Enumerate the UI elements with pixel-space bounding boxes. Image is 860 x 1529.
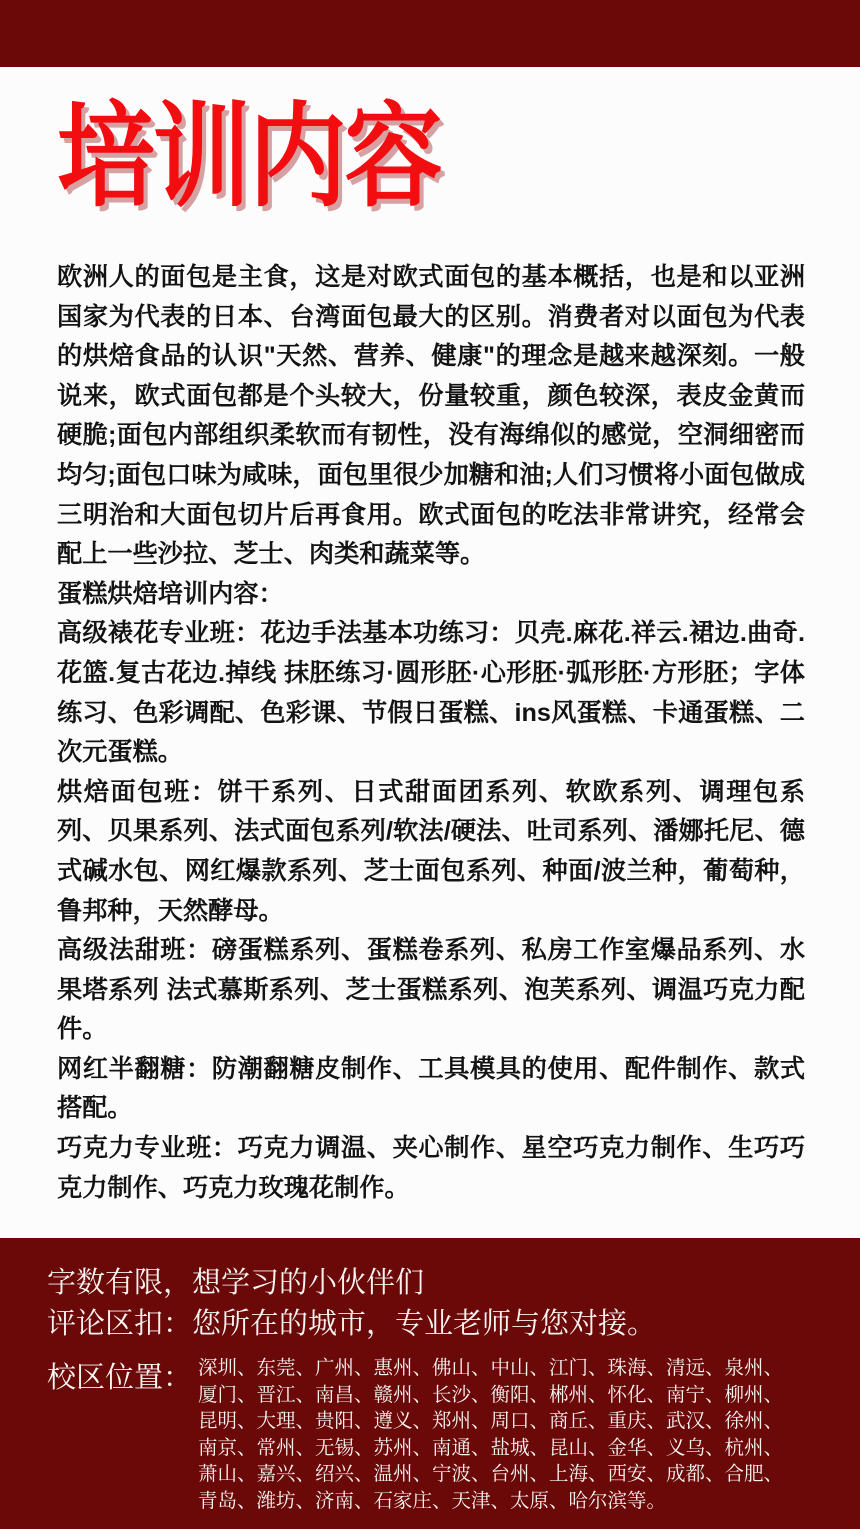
- paragraph-section-heading: 蛋糕烘焙培训内容：: [57, 579, 284, 608]
- city-row: 萧山、嘉兴、绍兴、温州、宁波、台州、上海、西安、成都、合肥、: [198, 1463, 784, 1485]
- paragraph-piping-class: 高级裱花专业班：花边手法基本功练习：贝壳.麻花.祥云.裙边.曲奇.花篮.复古花边.掉线 抹胚练习·圆形胚·心形胚·弧形胚·方形胚；字体练习、色彩调配、色彩课、节假日蛋糕、ins风蛋糕、卡通蛋糕、二次元蛋糕。: [57, 619, 805, 767]
- city-row: 青岛、潍坊、济南、石家庄、天津、太原、哈尔滨等。: [198, 1489, 667, 1512]
- city-row: 南京、常州、无锡、苏州、南通、盐城、昆山、金华、义乌、杭州、: [198, 1436, 784, 1459]
- campus-city-list: [192, 1355, 847, 1514]
- footer-line-2: 评论区扣：您所在的城市，专业老师与您对接。: [47, 1308, 657, 1340]
- page-title: 培训内容: [57, 90, 441, 223]
- paragraph-intro: 欧洲人的面包是主食，这是对欧式面包的基本概括，也是和以亚洲国家为代表的日本、台湾面包最大的区别。消费者对以面包为代表的烘焙食品的认识"天然、营养、健康"的理念是越来越深刻。一般说来，欧式面包都是个头较大，份量较重，颜色较深，表皮金黄而硬脆;面包内部组织柔软而有韧性，没有海绵似的感觉，空洞细密而均匀;面包口味为咸味，面包里很少加糖和油;人们习惯将小面包做成三明治和大面包切片后再食用。欧式面包的吃法非常讲究，经常会配上一些沙拉、芝士、肉类和蔬菜等。: [57, 263, 805, 569]
- campus-label: 校区位置：: [47, 1362, 193, 1394]
- city-row: 厦门、晋江、南昌、赣州、长沙、衡阳、郴州、怀化、南宁、柳州、: [198, 1383, 784, 1406]
- paragraph-french-dessert-class: 高级法甜班：磅蛋糕系列、蛋糕卷系列、私房工作室爆品系列、水果塔系列 法式慕斯系列、芝士蛋糕系列、泡芙系列、调温巧克力配件。: [57, 936, 805, 1044]
- footer-line-1: 字数有限，想学习的小伙伴们: [47, 1267, 425, 1299]
- city-row: 昆明、大理、贵阳、遵义、郑州、周口、商丘、重庆、武汉、徐州、: [198, 1410, 784, 1432]
- city-row: 深圳、东莞、广州、惠州、佛山、中山、江门、珠海、清远、泉州、: [198, 1357, 784, 1379]
- paragraph-fondant-class: 网红半翻糖：防潮翻糖皮制作、工具模具的使用、配件制作、款式搭配。: [57, 1054, 805, 1123]
- campus-locations: [47, 1355, 847, 1514]
- header-band: [0, 0, 860, 67]
- paragraph-bread-class: 烘焙面包班：饼干系列、日式甜面团系列、软欧系列、调理包系列、贝果系列、法式面包系列/软法/硬法、吐司系列、潘娜托尼、德式碱水包、网红爆款系列、芝士面包系列、种面/波兰种，葡萄种，鲁邦种，天然酵母。: [57, 777, 805, 925]
- paragraph-chocolate-class: 巧克力专业班：巧克力调温、夹心制作、星空巧克力制作、生巧巧克力制作、巧克力玫瑰花制作。: [57, 1134, 805, 1202]
- body-text-block: [57, 258, 805, 1208]
